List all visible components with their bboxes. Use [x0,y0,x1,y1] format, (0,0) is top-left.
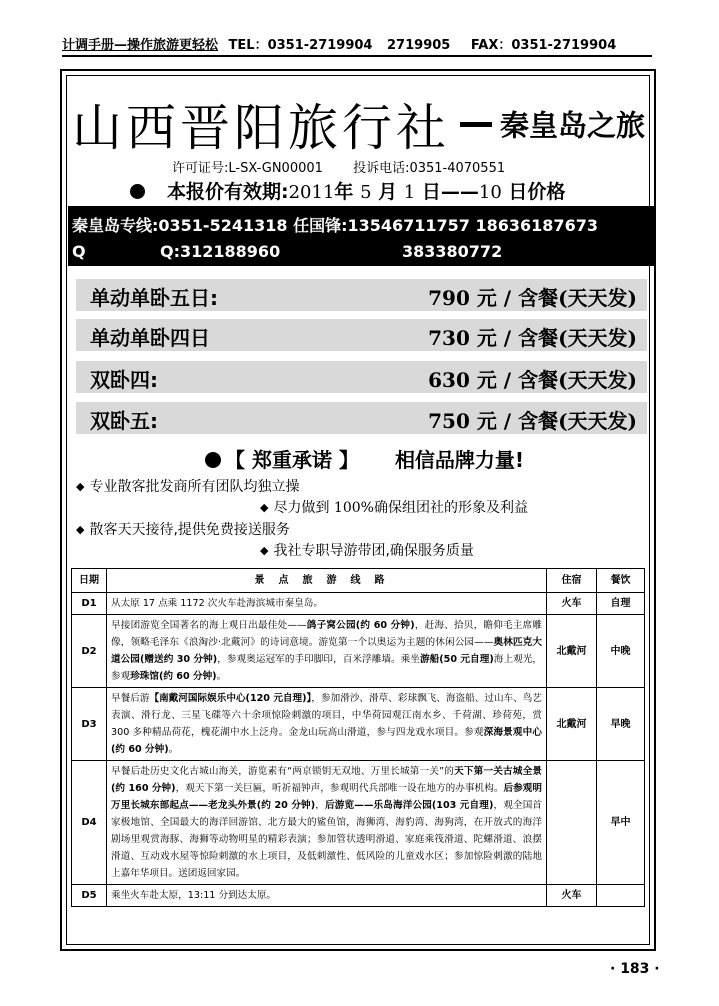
row-desc [107,688,547,761]
diamond-bullet-icon: ◆ [76,523,85,536]
license-line [172,157,592,176]
itinerary-table [71,568,645,907]
price-label: 单动单卧四日 [90,326,210,350]
price-value: 630 元 / 含餐(天天发) [428,368,637,392]
row-meals: 自理 [597,593,645,615]
price-row [76,361,647,393]
price-label: 双卧四: [90,368,158,392]
title-dash [460,122,492,127]
price-row [76,319,647,351]
validity-day: 1 [403,182,416,203]
desc-text: 。 [168,744,179,755]
validity-end-day: 10 [478,182,502,203]
table-row [72,615,645,688]
promise-title: 【 郑重承诺 】 [225,448,359,472]
price-value: 790 元 / 含餐(天天发) [428,286,637,310]
promise-heading [205,444,655,473]
row-lodging: 北戴河 [547,688,597,761]
row-desc: 从太原 17 点乘 1172 次火车赴海滨城市秦皇岛。 [107,593,547,615]
qq-label: Q [72,242,86,261]
promise-item-text: 我社专职导游带团,确保服务质量 [273,543,474,559]
price-value: 750 元 / 含餐(天天发) [428,409,637,433]
row-desc [107,615,547,688]
table-header-row [72,569,645,593]
page-number: · 183 · [610,961,660,977]
desc-highlight: 后参观明万里长城东部起点——老龙头外景(约 20 分钟) [111,783,543,811]
desc-highlight: 天下第一关古城全景(约 160 分钟) [111,766,543,794]
row-day: D1 [72,593,107,615]
diamond-bullet-icon: ◆ [260,501,269,514]
row-lodging: 火车 [547,885,597,907]
promise-item-text: 确保组团社的形象及利益 [373,500,528,516]
price-row [76,279,647,311]
promise-item [76,476,299,496]
desc-text: 海上观光，参观 [111,654,542,682]
row-desc [107,761,547,885]
bullet-dot-icon [130,184,145,199]
row-lodging [547,761,597,885]
promise-item-number: 100% [333,500,374,516]
top-header [62,34,652,54]
validity-month: 5 [360,182,372,203]
agency-name: 山西晋阳旅行社 [72,99,450,157]
promise-item-text: 尽力做到 [273,500,330,516]
promise-item [260,540,474,560]
validity-day-suffix: 日—— [421,181,479,203]
complaint-phone: 投诉电话:0351-4070551 [353,161,506,176]
row-meals: 早中 [597,761,645,885]
desc-text: ，赶海、拾贝，瞻仰毛主席雕像，领略毛泽东《浪淘沙·北戴河》的诗词意境。游览第一个以奥运为主题的休闲公园—— [111,620,543,648]
header-slogan: 计调手册—操作旅游更轻松 [62,38,219,53]
qq-number-1: Q:312188960 [160,242,281,261]
header-lodging: 住宿 [547,569,597,593]
desc-highlight: 珍珠馆(约 60 分钟) [130,671,217,682]
desc-text: ， [315,800,326,811]
header-tel: TEL：0351-2719904 [228,38,373,53]
desc-highlight: 深海景观中心(约 60 分钟) [111,727,542,755]
price-label: 双卧五: [90,409,158,433]
promise-slogan: 相信品牌力量! [394,448,525,472]
header-route: 景点旅游线路 [107,569,547,593]
hotline-qq [72,242,632,261]
table-row [72,761,645,885]
diamond-bullet-icon: ◆ [76,480,85,493]
table-row [72,593,645,615]
price-row [76,402,647,434]
desc-highlight: 后游览——乐岛海洋公园(103 元自理) [325,800,494,811]
page-title [72,88,662,157]
hotline-banner [68,206,654,266]
row-meals: 中晚 [597,615,645,688]
price-label: 单动单卧五日: [90,286,218,310]
validity-month-suffix: 月 [378,181,398,203]
row-day: D2 [72,615,107,688]
desc-text: 早餐后赴历史文化古城山海关，游览素有“两京锁钥无双地、万里长城第一关”的 [111,766,455,777]
table-row [72,688,645,761]
row-lodging: 北戴河 [547,615,597,688]
desc-highlight: 鸽子窝公园(约 60 分钟) [306,620,415,631]
desc-text: 早餐后游 [111,693,150,704]
header-meals: 餐饮 [597,569,645,593]
row-desc: 乘坐火车赴太原，13:11 分到达太原。 [107,885,547,907]
header-day: 日期 [72,569,107,593]
desc-text: ，观全国首家极地馆、全国最大的海洋回游馆、北方最大的鲨鱼馆，海狮湾、海豹湾、海狗湾，在开放式的海洋剧场里观赏海豚、海狮等动物明星的精彩表演；参加管状透明滑道、家庭乘筏滑道、陀螺滑道、浪摆滑道、互动戏水屋等惊险刺激的水上项目，及低刺激性、低风险的儿童戏水区；参加惊险刺激的陆地上嘉年华项目。送团返回家园。 [111,800,543,879]
qq-number-2: 383380772 [402,242,503,261]
license-number: 许可证号:L-SX-GN00001 [172,161,323,176]
row-lodging: 火车 [547,593,597,615]
diamond-bullet-icon: ◆ [260,544,269,557]
promise-item [76,519,290,539]
header-tel-extra: 2719905 [387,38,451,53]
row-day: D3 [72,688,107,761]
desc-highlight: 【南戴河国际娱乐中心(120 元自理)】 [149,693,312,704]
row-day: D4 [72,761,107,885]
bullet-dot-icon [205,452,221,468]
desc-text: ，参加滑沙、滑草、彩球飘飞、海盗船、过山车、鸟艺表演、滑行龙、三星飞碟等六十余项惊险刺激的项目，中华荷园观江南水乡、千荷湖、珍荷苑，赏 300 多种精品荷花，槐花湖中水上泛舟。金龙山玩高山滑道，参与四龙戏水项目。参观 [111,693,543,738]
hotline-phones: 秦皇岛专线:0351-5241318 任国锋:13546711757 18636187673 [72,216,598,235]
promise-item-text: 散客天天接待,提供免费接送服务 [89,522,290,538]
desc-highlight: 游船(50 元自理) [419,654,494,665]
price-value: 730 元 / 含餐(天天发) [428,326,637,350]
validity-end-suffix: 日价格 [508,181,566,203]
promise-item-text: 专业散客批发商所有团队均独立操 [89,479,300,495]
tour-name: 秦皇岛之旅 [500,108,646,143]
promise-item [260,497,528,517]
header-fax: FAX：0351-2719904 [470,38,617,53]
desc-text: 早接团游览全国著名的海上观日出最佳处—— [111,620,307,631]
validity-line [130,177,630,207]
desc-text: ，参观奥运冠军的手印脚印，百米浮雕墙。乘坐 [217,654,420,665]
validity-year: 2011 [288,182,335,203]
desc-text: ，观天下第一关巨匾，听祈福钟声，参观明代兵部唯一设在地方的办事机构。 [175,783,504,794]
desc-text: 。 [216,671,227,682]
row-day: D5 [72,885,107,907]
validity-label: 本报价有效期: [167,181,289,203]
desc-highlight: 奥林匹克大道公园(赠送约 30 分钟) [111,637,542,665]
header-rule [62,55,652,57]
validity-year-suffix: 年 [334,181,354,203]
row-meals [597,885,645,907]
table-row [72,885,645,907]
row-meals: 早晚 [597,688,645,761]
